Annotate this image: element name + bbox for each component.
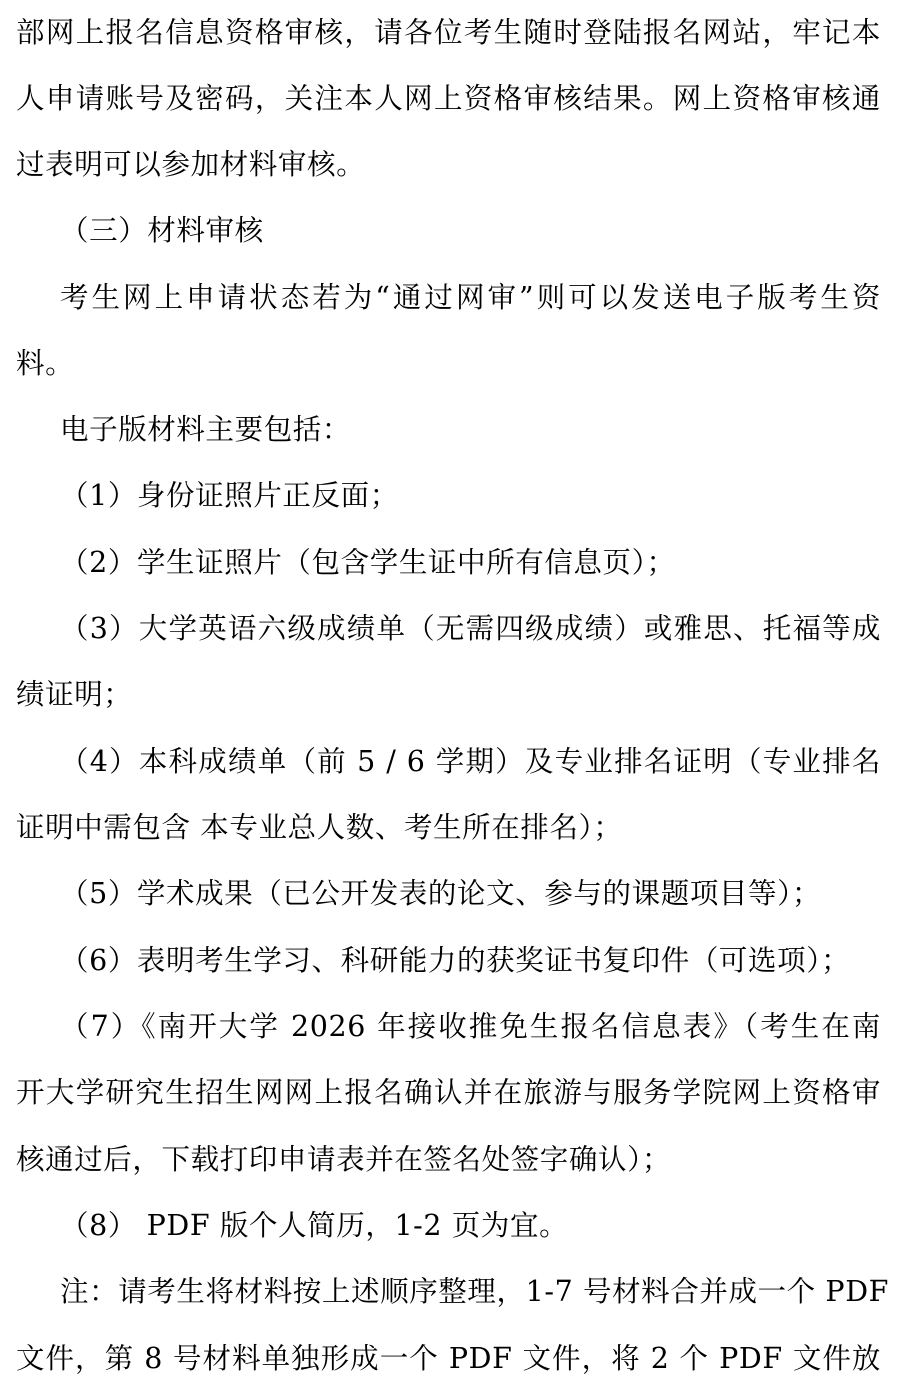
note-line: 注：请考生将材料按上述顺序整理，1-7 号材料合并成一个 PDF	[60, 1275, 890, 1308]
note-line: 文件，第 8 号材料单独形成一个 PDF 文件，将 2 个 PDF 文件放	[16, 1342, 881, 1375]
list-item-continuation: 开大学研究生招生网网上报名确认并在旅游与服务学院网上资格审	[16, 1076, 881, 1109]
list-item-continuation: 证明中需包含 本专业总人数、考生所在排名）；	[16, 811, 623, 844]
paragraph-line: 人申请账号及密码，关注本人网上资格审核结果。网上资格审核通	[16, 82, 881, 115]
paragraph-line: 考生网上申请状态若为“通过网审”则可以发送电子版考生资	[60, 281, 881, 314]
paragraph-line: 料。	[16, 347, 75, 380]
list-item: （5）学术成果（已公开发表的论文、参与的课题项目等）；	[60, 877, 822, 910]
list-intro: 电子版材料主要包括：	[60, 413, 352, 446]
list-item: （7）《南开大学 2026 年接收推免生报名信息表》（考生在南	[60, 1010, 881, 1043]
section-heading: （三）材料审核	[60, 214, 264, 247]
list-item-continuation: 核通过后，下载打印申请表并在签名处签字确认）；	[16, 1143, 672, 1176]
paragraph-line: 部网上报名信息资格审核，请各位考生随时登陆报名网站，牢记本	[16, 16, 881, 49]
list-item: （8） PDF 版个人简历，1-2 页为宜。	[60, 1209, 569, 1242]
paragraph-line: 过表明可以参加材料审核。	[16, 148, 366, 181]
list-item-continuation: 绩证明；	[16, 678, 133, 711]
list-item: （4）本科成绩单（前 5 / 6 学期）及专业排名证明（专业排名	[60, 745, 881, 778]
list-item: （1）身份证照片正反面；	[60, 479, 399, 512]
list-item: （6）表明考生学习、科研能力的获奖证书复印件（可选项）；	[60, 944, 851, 977]
list-item: （2）学生证照片（包含学生证中所有信息页）；	[60, 546, 676, 579]
list-item: （3）大学英语六级成绩单（无需四级成绩）或雅思、托福等成	[60, 612, 881, 645]
